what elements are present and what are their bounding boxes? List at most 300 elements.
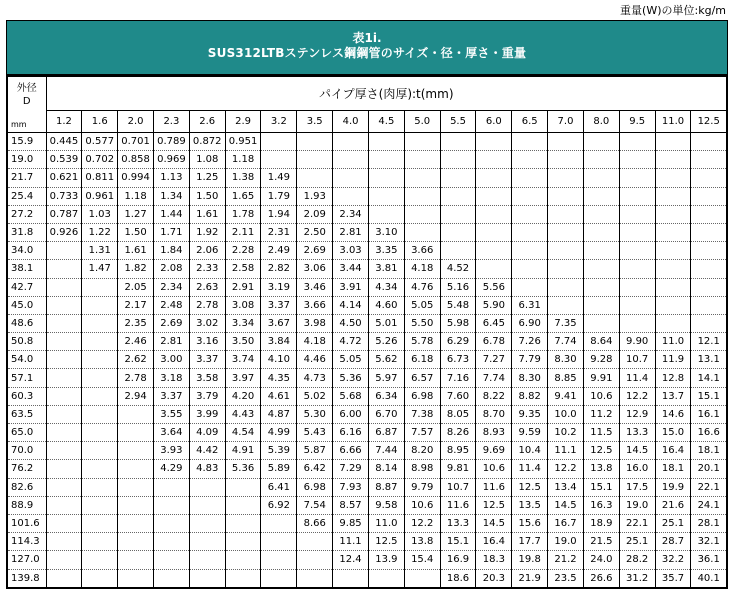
weight-cell: 9.81 <box>440 460 476 478</box>
weight-cell: 1.84 <box>153 242 189 260</box>
weight-cell <box>153 533 189 551</box>
weight-cell: 4.50 <box>333 314 369 332</box>
weight-cell: 2.34 <box>333 205 369 223</box>
thickness-col-header: 2.6 <box>189 111 225 133</box>
weight-cell <box>82 533 118 551</box>
outer-diameter-cell: 127.0 <box>7 551 46 569</box>
table-title: SUS312LTBステンレス鋼鋼管のサイズ・径・厚さ・重量 <box>207 46 527 60</box>
weight-cell: 13.3 <box>440 514 476 532</box>
weight-cell: 16.9 <box>440 551 476 569</box>
outer-diameter-cell: 139.8 <box>7 569 46 588</box>
weight-cell: 0.733 <box>46 187 82 205</box>
weight-cell: 18.1 <box>691 442 727 460</box>
weight-cell <box>583 205 619 223</box>
weight-cell: 3.74 <box>225 351 261 369</box>
weight-cell <box>512 151 548 169</box>
weight-cell <box>82 278 118 296</box>
weight-cell <box>404 169 440 187</box>
outer-diameter-cell: 42.7 <box>7 278 46 296</box>
weight-cell <box>476 151 512 169</box>
weight-cell: 7.54 <box>297 496 333 514</box>
weight-cell: 6.92 <box>261 496 297 514</box>
weight-cell <box>619 278 655 296</box>
weight-cell: 15.4 <box>404 551 440 569</box>
weight-cell <box>297 551 333 569</box>
weight-cell <box>46 478 82 496</box>
weight-cell <box>118 460 154 478</box>
weight-cell: 6.42 <box>297 460 333 478</box>
weight-cell: 7.57 <box>404 424 440 442</box>
weight-cell <box>368 169 404 187</box>
weight-cell: 0.969 <box>153 151 189 169</box>
weight-cell: 18.3 <box>476 551 512 569</box>
weight-cell: 7.74 <box>548 333 584 351</box>
weight-cell: 16.7 <box>548 514 584 532</box>
weight-cell: 7.26 <box>512 333 548 351</box>
weight-cell: 5.50 <box>404 314 440 332</box>
weight-cell: 17.7 <box>512 533 548 551</box>
weight-cell <box>82 296 118 314</box>
weight-cell <box>512 205 548 223</box>
weight-cell <box>691 223 727 241</box>
weight-cell <box>261 514 297 532</box>
weight-cell <box>118 424 154 442</box>
table-row <box>7 333 727 351</box>
weight-cell <box>118 478 154 496</box>
weight-cell: 4.10 <box>261 351 297 369</box>
weight-cell: 6.90 <box>512 314 548 332</box>
thickness-col-header: 4.0 <box>333 111 369 133</box>
weight-cell <box>333 187 369 205</box>
weight-cell: 6.73 <box>440 351 476 369</box>
weight-cell: 5.16 <box>440 278 476 296</box>
weight-cell: 2.81 <box>333 223 369 241</box>
weight-cell <box>82 405 118 423</box>
weight-cell: 4.54 <box>225 424 261 442</box>
weight-cell: 35.7 <box>655 569 691 588</box>
weight-cell: 5.98 <box>440 314 476 332</box>
weight-cell: 31.2 <box>619 569 655 588</box>
weight-cell <box>619 296 655 314</box>
weight-cell: 25.1 <box>619 533 655 551</box>
weight-cell <box>512 223 548 241</box>
weight-cell: 6.00 <box>333 405 369 423</box>
weight-cell: 3.37 <box>261 296 297 314</box>
weight-cell: 12.2 <box>548 460 584 478</box>
weight-cell: 1.82 <box>118 260 154 278</box>
weight-cell <box>82 333 118 351</box>
weight-cell: 4.29 <box>153 460 189 478</box>
weight-cell: 5.02 <box>297 387 333 405</box>
weight-cell: 3.98 <box>297 314 333 332</box>
weight-cell <box>189 569 225 588</box>
weight-cell: 0.961 <box>82 187 118 205</box>
weight-cell: 2.91 <box>225 278 261 296</box>
weight-cell: 20.3 <box>476 569 512 588</box>
table-row <box>7 442 727 460</box>
weight-cell: 0.445 <box>46 133 82 151</box>
weight-cell <box>619 205 655 223</box>
weight-cell <box>440 242 476 260</box>
weight-cell: 4.52 <box>440 260 476 278</box>
thickness-col-header: 7.0 <box>548 111 584 133</box>
weight-cell: 1.47 <box>82 260 118 278</box>
weight-cell <box>82 442 118 460</box>
outer-diameter-cell: 45.0 <box>7 296 46 314</box>
weight-cell: 23.5 <box>548 569 584 588</box>
weight-cell <box>655 242 691 260</box>
table-row <box>7 387 727 405</box>
weight-cell <box>153 569 189 588</box>
outer-diameter-cell: 50.8 <box>7 333 46 351</box>
weight-cell: 2.62 <box>118 351 154 369</box>
weight-cell: 36.1 <box>691 551 727 569</box>
weight-cell: 4.76 <box>404 278 440 296</box>
weight-cell: 0.811 <box>82 169 118 187</box>
weight-cell: 3.10 <box>368 223 404 241</box>
weight-cell <box>404 133 440 151</box>
table-row <box>7 133 727 151</box>
weight-cell <box>46 496 82 514</box>
weight-cell: 1.61 <box>118 242 154 260</box>
weight-cell: 11.4 <box>512 460 548 478</box>
weight-cell <box>655 223 691 241</box>
weight-cell <box>619 169 655 187</box>
weight-cell: 7.74 <box>476 369 512 387</box>
od-unit: mm <box>11 120 27 129</box>
weight-cell: 1.27 <box>118 205 154 223</box>
weight-cell: 5.97 <box>368 369 404 387</box>
weight-cell: 13.5 <box>512 496 548 514</box>
weight-cell: 9.69 <box>476 442 512 460</box>
weight-cell: 8.66 <box>297 514 333 532</box>
weight-cell: 19.9 <box>655 478 691 496</box>
weight-cell: 3.03 <box>333 242 369 260</box>
outer-diameter-cell: 21.7 <box>7 169 46 187</box>
weight-cell: 3.50 <box>225 333 261 351</box>
weight-cell: 0.994 <box>118 169 154 187</box>
weight-cell: 12.9 <box>619 405 655 423</box>
weight-cell <box>548 296 584 314</box>
weight-cell: 13.7 <box>655 387 691 405</box>
weight-cell: 2.50 <box>297 223 333 241</box>
weight-cell: 6.98 <box>297 478 333 496</box>
weight-cell: 1.78 <box>225 205 261 223</box>
weight-cell <box>583 133 619 151</box>
weight-cell: 0.951 <box>225 133 261 151</box>
weight-cell: 18.6 <box>440 569 476 588</box>
weight-cell: 11.9 <box>655 351 691 369</box>
weight-cell: 7.27 <box>476 351 512 369</box>
weight-cell: 1.65 <box>225 187 261 205</box>
thickness-col-header: 1.2 <box>46 111 82 133</box>
weight-cell: 1.22 <box>82 223 118 241</box>
weight-cell: 12.5 <box>512 478 548 496</box>
weight-cell: 2.58 <box>225 260 261 278</box>
weight-cell <box>512 278 548 296</box>
weight-cell: 3.81 <box>368 260 404 278</box>
weight-cell: 2.78 <box>118 369 154 387</box>
weight-cell: 6.70 <box>368 405 404 423</box>
weight-cell <box>583 151 619 169</box>
pipe-weight-table <box>6 75 728 589</box>
table-row <box>7 278 727 296</box>
outer-diameter-cell: 31.8 <box>7 223 46 241</box>
weight-cell <box>512 187 548 205</box>
weight-cell <box>82 460 118 478</box>
weight-cell: 6.45 <box>476 314 512 332</box>
weight-cell: 4.83 <box>189 460 225 478</box>
weight-cell: 24.0 <box>583 551 619 569</box>
weight-cell: 3.99 <box>189 405 225 423</box>
weight-cell <box>82 351 118 369</box>
outer-diameter-cell: 25.4 <box>7 187 46 205</box>
weight-cell: 0.858 <box>118 151 154 169</box>
weight-cell <box>619 133 655 151</box>
weight-cell: 3.16 <box>189 333 225 351</box>
weight-cell <box>225 496 261 514</box>
weight-cell <box>691 205 727 223</box>
weight-cell: 10.7 <box>440 478 476 496</box>
weight-cell <box>440 205 476 223</box>
weight-cell: 3.84 <box>261 333 297 351</box>
weight-cell <box>82 514 118 532</box>
weight-cell: 2.28 <box>225 242 261 260</box>
weight-cell <box>404 205 440 223</box>
weight-cell: 21.5 <box>583 533 619 551</box>
thickness-header: パイプ厚さ(肉厚):t(mm) <box>46 76 727 111</box>
weight-cell: 7.29 <box>333 460 369 478</box>
weight-cell <box>118 405 154 423</box>
weight-cell: 0.926 <box>46 223 82 241</box>
thickness-col-header: 12.5 <box>691 111 727 133</box>
weight-cell: 2.33 <box>189 260 225 278</box>
weight-cell <box>619 223 655 241</box>
weight-cell <box>548 260 584 278</box>
weight-cell <box>82 496 118 514</box>
weight-cell <box>297 569 333 588</box>
weight-cell <box>440 187 476 205</box>
weight-cell <box>691 169 727 187</box>
table-row <box>7 260 727 278</box>
weight-cell: 2.69 <box>153 314 189 332</box>
weight-cell: 2.48 <box>153 296 189 314</box>
weight-cell <box>583 278 619 296</box>
weight-cell: 2.78 <box>189 296 225 314</box>
weight-cell <box>548 242 584 260</box>
weight-cell <box>46 460 82 478</box>
weight-cell: 8.14 <box>368 460 404 478</box>
outer-diameter-cell: 48.6 <box>7 314 46 332</box>
weight-cell: 4.18 <box>404 260 440 278</box>
weight-cell: 4.87 <box>261 405 297 423</box>
weight-cell <box>655 187 691 205</box>
weight-cell: 13.3 <box>619 424 655 442</box>
weight-cell <box>512 242 548 260</box>
weight-cell: 16.6 <box>691 424 727 442</box>
weight-cell: 13.9 <box>368 551 404 569</box>
od-label-line2: D <box>22 96 31 107</box>
weight-cell: 6.57 <box>404 369 440 387</box>
outer-diameter-cell: 57.1 <box>7 369 46 387</box>
weight-cell: 9.28 <box>583 351 619 369</box>
weight-cell: 26.6 <box>583 569 619 588</box>
weight-cell: 5.05 <box>333 351 369 369</box>
weight-cell: 28.2 <box>619 551 655 569</box>
weight-cell <box>333 151 369 169</box>
weight-cell: 19.0 <box>548 533 584 551</box>
table-title-box <box>6 20 728 75</box>
weight-cell: 21.6 <box>655 496 691 514</box>
weight-cell: 2.69 <box>297 242 333 260</box>
weight-cell: 24.1 <box>691 496 727 514</box>
weight-cell <box>691 260 727 278</box>
weight-cell <box>691 278 727 296</box>
weight-cell <box>46 333 82 351</box>
weight-cell: 1.38 <box>225 169 261 187</box>
weight-cell: 3.35 <box>368 242 404 260</box>
thickness-col-header: 2.3 <box>153 111 189 133</box>
weight-cell: 1.93 <box>297 187 333 205</box>
weight-cell: 5.36 <box>333 369 369 387</box>
weight-cell <box>46 314 82 332</box>
weight-cell <box>46 405 82 423</box>
weight-cell: 6.98 <box>404 387 440 405</box>
weight-cell <box>476 169 512 187</box>
weight-cell: 2.34 <box>153 278 189 296</box>
weight-cell: 1.31 <box>82 242 118 260</box>
weight-cell: 0.621 <box>46 169 82 187</box>
weight-cell: 3.06 <box>297 260 333 278</box>
weight-cell <box>548 223 584 241</box>
weight-cell: 1.50 <box>118 223 154 241</box>
weight-cell <box>404 223 440 241</box>
weight-cell <box>189 478 225 496</box>
weight-cell <box>261 569 297 588</box>
weight-cell: 8.85 <box>548 369 584 387</box>
weight-cell: 7.79 <box>512 351 548 369</box>
weight-cell: 3.46 <box>297 278 333 296</box>
weight-cell: 9.59 <box>512 424 548 442</box>
weight-cell: 18.9 <box>583 514 619 532</box>
weight-cell: 13.4 <box>548 478 584 496</box>
weight-cell: 5.56 <box>476 278 512 296</box>
thickness-col-header: 11.0 <box>655 111 691 133</box>
od-header <box>7 76 46 133</box>
weight-cell <box>583 314 619 332</box>
weight-cell <box>118 514 154 532</box>
weight-cell <box>261 133 297 151</box>
weight-cell: 6.29 <box>440 333 476 351</box>
weight-cell: 0.577 <box>82 133 118 151</box>
weight-cell: 14.5 <box>619 442 655 460</box>
weight-cell <box>46 351 82 369</box>
table-row <box>7 496 727 514</box>
weight-cell <box>189 533 225 551</box>
weight-cell <box>46 242 82 260</box>
outer-diameter-cell: 54.0 <box>7 351 46 369</box>
weight-cell: 8.70 <box>476 405 512 423</box>
weight-cell <box>297 533 333 551</box>
weight-cell <box>189 551 225 569</box>
thickness-col-header: 6.0 <box>476 111 512 133</box>
weight-cell <box>46 533 82 551</box>
weight-cell <box>512 169 548 187</box>
weight-cell: 15.6 <box>512 514 548 532</box>
weight-cell: 28.7 <box>655 533 691 551</box>
table-row <box>7 478 727 496</box>
weight-cell: 2.06 <box>189 242 225 260</box>
weight-cell: 1.34 <box>153 187 189 205</box>
weight-cell: 12.8 <box>655 369 691 387</box>
weight-cell: 10.0 <box>548 405 584 423</box>
weight-cell <box>404 569 440 588</box>
weight-cell: 2.94 <box>118 387 154 405</box>
weight-cell <box>153 496 189 514</box>
weight-cell <box>46 387 82 405</box>
table-title-number: 表1i. <box>352 31 382 45</box>
weight-cell: 4.43 <box>225 405 261 423</box>
weight-cell <box>297 169 333 187</box>
weight-cell: 2.05 <box>118 278 154 296</box>
table-row <box>7 424 727 442</box>
weight-cell <box>440 151 476 169</box>
weight-cell: 11.6 <box>476 478 512 496</box>
weight-cell: 7.38 <box>404 405 440 423</box>
weight-cell: 2.35 <box>118 314 154 332</box>
weight-cell <box>691 133 727 151</box>
weight-cell: 7.60 <box>440 387 476 405</box>
weight-cell: 14.6 <box>655 405 691 423</box>
weight-cell: 2.81 <box>153 333 189 351</box>
weight-cell <box>46 424 82 442</box>
weight-cell: 4.35 <box>261 369 297 387</box>
weight-cell <box>153 551 189 569</box>
weight-cell: 14.5 <box>548 496 584 514</box>
weight-cell: 8.30 <box>548 351 584 369</box>
weight-cell <box>583 260 619 278</box>
weight-cell: 6.87 <box>368 424 404 442</box>
table-row <box>7 169 727 187</box>
weight-cell <box>225 514 261 532</box>
weight-cell: 4.60 <box>368 296 404 314</box>
weight-cell <box>118 496 154 514</box>
weight-cell <box>368 133 404 151</box>
weight-cell <box>548 133 584 151</box>
table-row <box>7 187 727 205</box>
weight-cell: 8.57 <box>333 496 369 514</box>
weight-cell: 1.71 <box>153 223 189 241</box>
thickness-values-row <box>7 111 727 133</box>
weight-cell <box>261 551 297 569</box>
weight-cell <box>333 169 369 187</box>
weight-cell <box>82 478 118 496</box>
weight-cell: 5.78 <box>404 333 440 351</box>
weight-cell: 10.6 <box>476 460 512 478</box>
weight-cell: 3.93 <box>153 442 189 460</box>
weight-cell <box>46 260 82 278</box>
weight-cell <box>548 278 584 296</box>
weight-cell: 6.78 <box>476 333 512 351</box>
weight-cell: 11.2 <box>583 405 619 423</box>
weight-cell: 8.93 <box>476 424 512 442</box>
weight-cell: 8.64 <box>583 333 619 351</box>
weight-cell <box>476 223 512 241</box>
thickness-col-header: 3.2 <box>261 111 297 133</box>
weight-cell: 14.5 <box>476 514 512 532</box>
weight-cell: 7.16 <box>440 369 476 387</box>
weight-cell <box>46 278 82 296</box>
